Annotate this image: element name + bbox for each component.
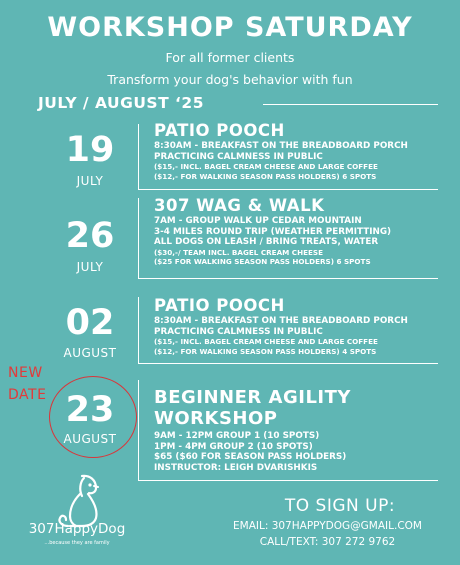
event-price-line: ($15,- INCL. BAGEL CREAM CHEESE AND LARGE COFFEE	[154, 337, 378, 347]
subtitle-tagline: Transform your dog's behavior with fun	[107, 72, 353, 87]
event-detail-line: PRACTICING CALMNESS IN PUBLIC	[154, 326, 323, 337]
new-date-line1: NEW	[8, 365, 43, 381]
event-bracket-vertical	[138, 380, 139, 480]
event-detail-line: ALL DOGS ON LEASH / BRING TREATS, WATER	[154, 237, 379, 248]
event-title	[154, 387, 351, 429]
event-details	[154, 316, 408, 356]
event-day: 02	[65, 303, 115, 343]
event-price-line: ($30,-/ TEAM INCL. BAGEL CREAM CHEESE	[154, 247, 324, 257]
dog-icon	[32, 470, 122, 560]
event-title-line2: WORKSHOP	[154, 408, 278, 429]
event-detail-line: $65 ($60 FOR SEASON PASS HOLDERS)	[154, 452, 347, 463]
event-bracket-horizontal	[138, 480, 438, 481]
event-month: AUGUST	[63, 346, 117, 360]
event-details	[154, 216, 391, 267]
divider-line	[263, 104, 438, 105]
event-month: AUGUST	[63, 432, 117, 446]
event-bracket-horizontal	[138, 278, 438, 279]
event-price-line: ($12,- FOR WALKING SEASON PASS HOLDERS) 4 SPOTS	[154, 346, 377, 356]
event-bracket-vertical	[138, 124, 139, 189]
event-price-line: ($12,- FOR WALKING SEASON PASS HOLDERS) 6 SPOTS	[154, 171, 377, 181]
event-day: 19	[65, 130, 115, 170]
event-title-line1: BEGINNER AGILITY	[154, 387, 351, 408]
event-detail-line: 8:30AM - BREAKFAST ON THE BREADBOARD PORCH	[154, 141, 408, 151]
event-detail-line: 1PM - 4PM GROUP 2 (10 SPOTS)	[154, 441, 313, 452]
signup-heading: TO SIGN UP:	[284, 496, 396, 516]
event-details	[154, 141, 408, 181]
event-day: 23	[65, 390, 115, 430]
event-price-line: ($25 FOR WALKING SEASON PASS HOLDERS) 6 SPOTS	[154, 257, 371, 267]
logo-tagline: ...because they are family	[44, 540, 110, 546]
month-range: JULY / AUGUST ‘25	[38, 94, 204, 112]
event-detail-line: 3-4 MILES ROUND TRIP (WEATHER PERMITTING)	[154, 226, 392, 237]
signup-phone[interactable]: CALL/TEXT: 307 272 9762	[259, 536, 396, 548]
event-details	[154, 431, 346, 473]
event-title: 307 WAG & WALK	[154, 196, 325, 215]
event-title: PATIO POOCH	[154, 296, 285, 315]
event-bracket-horizontal	[138, 363, 438, 364]
event-detail-line: PRACTICING CALMNESS IN PUBLIC	[154, 151, 323, 162]
signup-email[interactable]: EMAIL: 307HAPPYDOG@GMAIL.COM	[233, 520, 422, 532]
new-date-line2: DATE	[8, 387, 47, 403]
event-detail-line: 7AM - GROUP WALK UP CEDAR MOUNTAIN	[154, 216, 362, 226]
event-price-line: ($15,- INCL. BAGEL CREAM CHEESE AND LARGE COFFEE	[154, 162, 378, 172]
event-month: JULY	[76, 174, 104, 188]
event-bracket-horizontal	[138, 189, 438, 190]
event-month: JULY	[76, 260, 104, 274]
event-detail-line: 9AM - 12PM GROUP 1 (10 SPOTS)	[154, 431, 320, 441]
event-detail-line: 8:30AM - BREAKFAST ON THE BREADBOARD PORCH	[154, 316, 408, 326]
event-detail-line: INSTRUCTOR: LEIGH DVARISHKIS	[154, 462, 318, 473]
subtitle-clients: For all former clients	[165, 50, 295, 65]
event-day: 26	[65, 216, 115, 256]
page-title: WORKSHOP SATURDAY	[47, 12, 413, 43]
event-bracket-vertical	[138, 198, 139, 278]
new-date-badge	[8, 362, 46, 406]
event-bracket-vertical	[138, 297, 139, 363]
logo-name: 307HappyDog	[28, 521, 126, 537]
event-title: PATIO POOCH	[154, 121, 285, 140]
